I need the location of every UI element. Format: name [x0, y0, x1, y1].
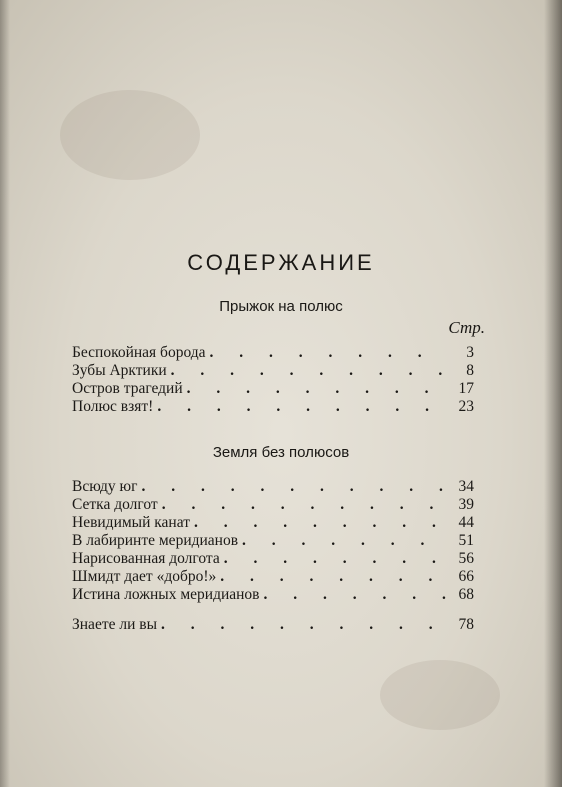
toc-entry[interactable] — [72, 568, 474, 586]
toc-entry[interactable] — [72, 398, 474, 416]
dot-leader — [162, 496, 446, 514]
dot-leader — [210, 344, 446, 362]
toc-entry[interactable] — [72, 586, 474, 604]
toc-entry[interactable] — [72, 616, 474, 634]
dot-leader — [264, 586, 447, 604]
toc-entry-page: 8 — [466, 362, 474, 379]
toc-entry-page: 17 — [458, 380, 474, 397]
toc-entry-title: Остров трагедий — [72, 380, 183, 397]
dot-leader — [224, 550, 446, 568]
toc-entry-page: 44 — [458, 514, 474, 531]
section-title-2: Земля без полюсов — [212, 444, 350, 461]
dot-leader — [171, 362, 446, 380]
contents-heading: СОДЕРЖАНИЕ — [187, 250, 375, 275]
toc-entry-title: В лабиринте меридианов — [72, 532, 239, 549]
toc-entry-page: 23 — [458, 398, 474, 415]
dot-leader — [194, 514, 446, 532]
toc-entry-page: 68 — [458, 586, 474, 603]
toc-entry-title: Знаете ли вы — [72, 616, 157, 633]
toc-entry-title: Зубы Арктики — [72, 362, 167, 379]
paper-stain — [60, 90, 200, 180]
toc-entry[interactable] — [72, 362, 474, 380]
toc-entry-page: 51 — [458, 532, 474, 549]
dot-leader — [161, 616, 446, 634]
toc-entry-page: 56 — [458, 550, 474, 567]
page-shadow-right — [544, 0, 562, 787]
toc-entry[interactable] — [72, 550, 474, 568]
dot-leader — [220, 568, 446, 586]
dot-leader — [141, 478, 446, 496]
toc-entry-page: 3 — [466, 344, 474, 361]
toc-entry-title: Сетка долгот — [72, 496, 158, 513]
toc-section-2 — [72, 478, 474, 634]
toc-entry[interactable] — [72, 344, 474, 362]
toc-section-1 — [72, 344, 474, 416]
toc-entry[interactable] — [72, 478, 474, 496]
page-shadow-left — [0, 0, 10, 787]
toc-entry-page: 66 — [458, 568, 474, 585]
toc-entry-title: Полюс взят! — [72, 398, 154, 415]
toc-entry[interactable] — [72, 496, 474, 514]
dot-leader — [242, 532, 446, 550]
dot-leader — [157, 398, 446, 416]
page-column-label: Стр. — [448, 318, 485, 337]
toc-entry-title: Невидимый канат — [72, 514, 190, 531]
toc-entry[interactable] — [72, 514, 474, 532]
toc-entry[interactable] — [72, 532, 474, 550]
toc-entry[interactable] — [72, 380, 474, 398]
toc-entry-page: 39 — [458, 496, 474, 513]
paper-stain — [380, 660, 500, 730]
toc-entry-title: Истина ложных меридианов — [72, 586, 260, 603]
dot-leader — [187, 380, 446, 398]
toc-entry-title: Всюду юг — [72, 478, 138, 495]
toc-entry-page: 34 — [458, 478, 474, 495]
toc-entry-page: 78 — [458, 616, 474, 633]
section-title-1: Прыжок на полюс — [219, 298, 343, 315]
toc-entry-title: Нарисованная долгота — [72, 550, 220, 567]
toc-entry-title: Шмидт дает «добро!» — [72, 568, 217, 585]
toc-entry-title: Беспокойная борода — [72, 344, 206, 361]
